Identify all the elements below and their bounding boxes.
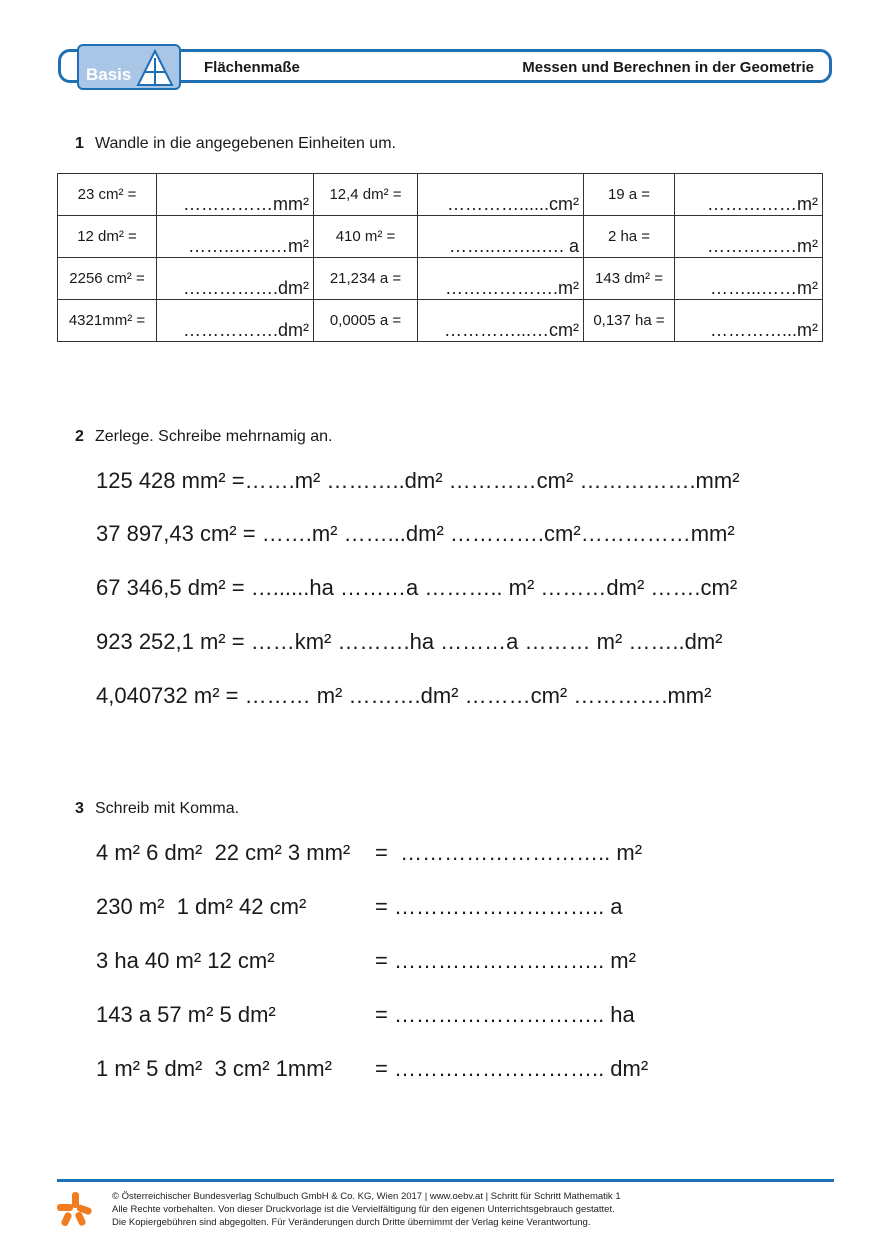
komma-answer-blank: = ……………………….. a: [375, 894, 623, 919]
table-cell-answer-blank: ……………m²: [675, 216, 823, 258]
basis-badge: [77, 44, 181, 90]
table-cell-answer-blank: ……………mm²: [157, 174, 314, 216]
footer-line: Die Kopiergebühren sind abgegolten. Für Veränderungen durch Dritte übernimmt der Verlag keine Verantwortung.: [112, 1217, 591, 1228]
table-row: [58, 258, 823, 300]
triangle-logo-icon: [135, 48, 175, 88]
komma-expression: 3 ha 40 m² 12 cm²: [96, 948, 275, 973]
table-cell-question: 21,234 a =: [314, 258, 418, 300]
task2-heading: [75, 428, 332, 446]
komma-expression: 1 m² 5 dm² 3 cm² 1mm²: [96, 1056, 332, 1081]
conversion-table: [57, 173, 823, 342]
footer-divider: [57, 1179, 834, 1182]
table-cell-answer-blank: ……………m²: [675, 174, 823, 216]
task-number: 1: [75, 135, 84, 152]
komma-expression: 230 m² 1 dm² 42 cm²: [96, 894, 307, 919]
task-number: 2: [75, 428, 84, 445]
task-number: 3: [75, 800, 84, 817]
decompose-line: 4,040732 m² = ……… m² ……….dm² ………cm² ………….mm²: [96, 683, 712, 708]
task-instruction: Schreib mit Komma.: [95, 800, 240, 817]
table-cell-question: 12,4 dm² =: [314, 174, 418, 216]
basis-label: Basis: [86, 65, 132, 84]
footer-line: Alle Rechte vorbehalten. Von dieser Druckvorlage ist die Vervielfältigung für den eigenen Unterrichtsgebrauch gestattet.: [112, 1204, 615, 1215]
chapter-title: Messen und Berechnen in der Geometrie: [522, 59, 814, 76]
table-cell-question: 19 a =: [584, 174, 675, 216]
table-cell-answer-blank: ……..………m²: [157, 216, 314, 258]
decompose-line: 67 346,5 dm² = …......ha ………a ……….. m² ………dm² …….cm²: [96, 575, 738, 600]
table-cell-question: 410 m² =: [314, 216, 418, 258]
table-cell-answer-blank: …………….dm²: [157, 258, 314, 300]
decompose-line: 923 252,1 m² = ……km² ……….ha ………a ……… m² ……..dm²: [96, 629, 723, 654]
footer-line: © Österreichischer Bundesverlag Schulbuch GmbH & Co. KG, Wien 2017 | www.oebv.at | Schritt für Schritt Mathematik 1: [112, 1191, 621, 1202]
task1-heading: [75, 135, 396, 153]
publisher-logo-icon: [55, 1190, 95, 1228]
table-row: [58, 300, 823, 342]
komma-answer-blank: = ……………………….. m²: [375, 840, 643, 865]
komma-expression: 4 m² 6 dm² 22 cm² 3 mm²: [96, 840, 351, 865]
table-cell-answer-blank: …………….dm²: [157, 300, 314, 342]
decompose-line: 37 897,43 cm² = …….m² ……...dm² ………….cm²……………mm²: [96, 521, 735, 546]
topic-title: Flächenmaße: [204, 59, 300, 76]
task-instruction: Wandle in die angegebenen Einheiten um.: [95, 135, 396, 152]
table-cell-question: 0,137 ha =: [584, 300, 675, 342]
decompose-line: 125 428 mm² =…….m² ………..dm² …………cm² …………….mm²: [96, 468, 740, 493]
table-cell-question: 4321mm² =: [58, 300, 157, 342]
komma-answer-blank: = ……………………….. ha: [375, 1002, 635, 1027]
table-cell-question: 0,0005 a =: [314, 300, 418, 342]
table-cell-answer-blank: …………...…cm²: [418, 300, 584, 342]
table-cell-question: 143 dm² =: [584, 258, 675, 300]
table-cell-question: 2 ha =: [584, 216, 675, 258]
task-instruction: Zerlege. Schreibe mehrnamig an.: [95, 428, 333, 445]
table-cell-answer-blank: …………...m²: [675, 300, 823, 342]
table-cell-answer-blank: ……...……m²: [675, 258, 823, 300]
table-cell-question: 2256 cm² =: [58, 258, 157, 300]
table-cell-question: 23 cm² =: [58, 174, 157, 216]
komma-expression: 143 a 57 m² 5 dm²: [96, 1002, 276, 1027]
komma-answer-blank: = ……………………….. m²: [375, 948, 636, 973]
komma-answer-blank: = ……………………….. dm²: [375, 1056, 649, 1081]
copyright-notice: [112, 1190, 621, 1229]
table-cell-question: 12 dm² =: [58, 216, 157, 258]
table-cell-answer-blank: …………......cm²: [418, 174, 584, 216]
task3-heading: [75, 800, 239, 818]
table-cell-answer-blank: ……………….m²: [418, 258, 584, 300]
table-cell-answer-blank: ……..……..…. a: [418, 216, 584, 258]
table-row: [58, 174, 823, 216]
table-row: [58, 216, 823, 258]
